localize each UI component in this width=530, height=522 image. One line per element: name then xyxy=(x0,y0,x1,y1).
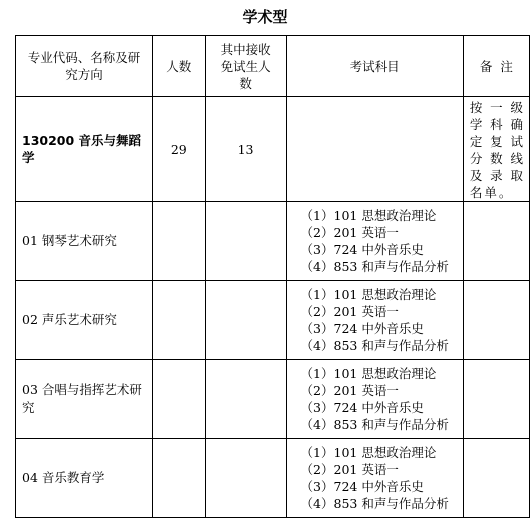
direction-count xyxy=(153,281,206,360)
header-subjects: 考试科目 xyxy=(286,36,463,97)
program-table xyxy=(15,35,530,518)
subject-item: （3）724 中外音乐史 xyxy=(300,321,424,336)
subject-item: （1）101 思想政治理论 xyxy=(300,366,437,381)
direction-row xyxy=(16,439,530,518)
direction-subjects xyxy=(286,360,463,439)
header-count: 人数 xyxy=(153,36,206,97)
subject-item: （1）101 思想政治理论 xyxy=(300,287,437,302)
major-note: 按一级学科确定复试分数线及录取名单。 xyxy=(463,97,529,202)
direction-row xyxy=(16,202,530,281)
direction-note xyxy=(463,281,529,360)
page-title: 学术型 xyxy=(242,8,288,26)
direction-name: 02 声乐艺术研究 xyxy=(16,281,153,360)
header-row xyxy=(16,36,530,97)
subject-item: （1）101 思想政治理论 xyxy=(300,208,437,223)
subject-item: （2）201 英语一 xyxy=(300,462,399,477)
direction-name: 01 钢琴艺术研究 xyxy=(16,202,153,281)
major-name: 130200 音乐与舞蹈学 xyxy=(16,97,153,202)
direction-count xyxy=(153,202,206,281)
subject-item: （4）853 和声与作品分析 xyxy=(300,417,449,432)
major-row xyxy=(16,97,530,202)
subject-item: （1）101 思想政治理论 xyxy=(300,445,437,460)
subject-item: （4）853 和声与作品分析 xyxy=(300,259,449,274)
direction-note xyxy=(463,202,529,281)
direction-name: 04 音乐教育学 xyxy=(16,439,153,518)
direction-row xyxy=(16,281,530,360)
direction-exempt xyxy=(205,360,286,439)
header-notes: 备 注 xyxy=(463,36,529,97)
subject-item: （3）724 中外音乐史 xyxy=(300,400,424,415)
header-exempt: 其中接收免试生人数 xyxy=(205,36,286,97)
subject-item: （4）853 和声与作品分析 xyxy=(300,338,449,353)
direction-note xyxy=(463,360,529,439)
header-major: 专业代码、名称及研究方向 xyxy=(16,36,153,97)
direction-subjects xyxy=(286,202,463,281)
subject-item: （2）201 英语一 xyxy=(300,225,399,240)
subject-item: （4）853 和声与作品分析 xyxy=(300,496,449,511)
direction-exempt xyxy=(205,281,286,360)
major-subjects xyxy=(286,97,463,202)
direction-exempt xyxy=(205,202,286,281)
major-exempt: 13 xyxy=(205,97,286,202)
subject-item: （2）201 英语一 xyxy=(300,304,399,319)
direction-row xyxy=(16,360,530,439)
subject-item: （2）201 英语一 xyxy=(300,383,399,398)
direction-count xyxy=(153,360,206,439)
subject-item: （3）724 中外音乐史 xyxy=(300,242,424,257)
direction-name: 03 合唱与指挥艺术研究 xyxy=(16,360,153,439)
direction-subjects xyxy=(286,281,463,360)
direction-note xyxy=(463,439,529,518)
direction-count xyxy=(153,439,206,518)
major-count: 29 xyxy=(153,97,206,202)
direction-exempt xyxy=(205,439,286,518)
subject-item: （3）724 中外音乐史 xyxy=(300,479,424,494)
direction-subjects xyxy=(286,439,463,518)
